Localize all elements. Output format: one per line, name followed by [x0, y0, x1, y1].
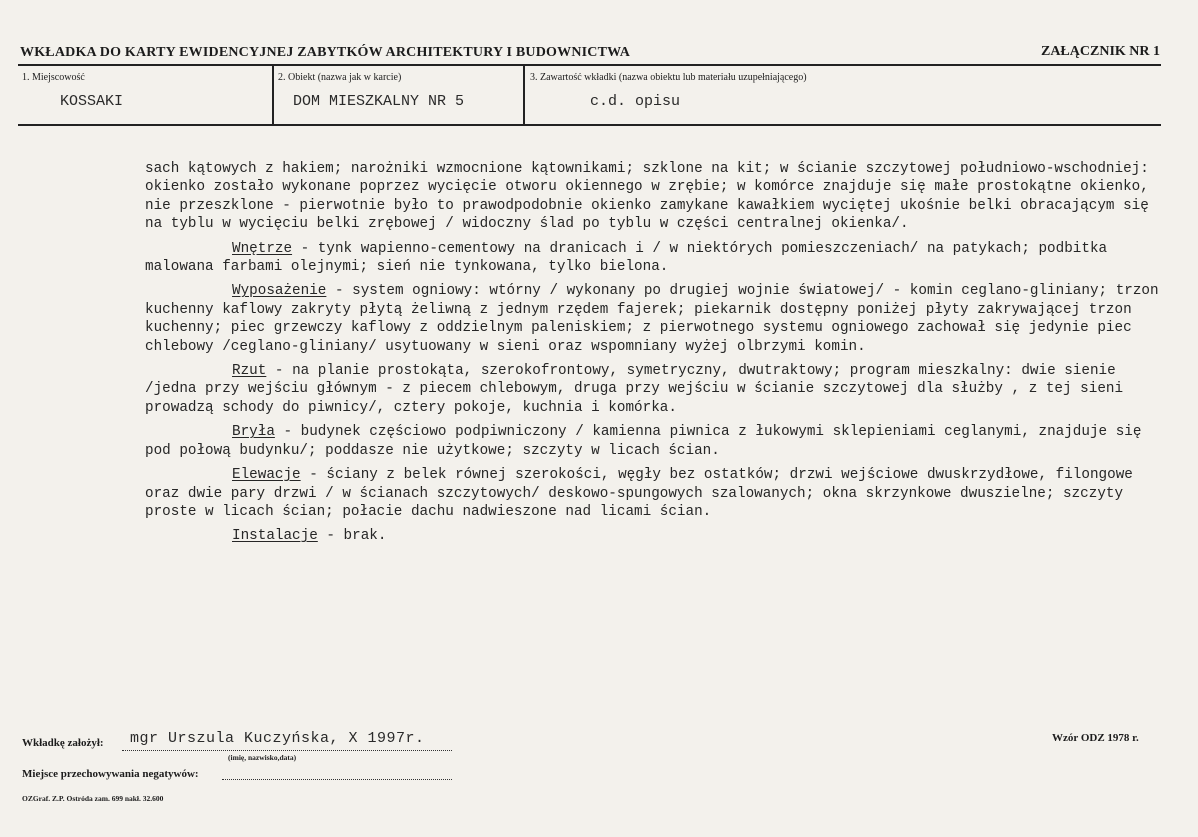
- section-interior: [145, 240, 1165, 277]
- section-text: - tynk wapienno-cementowy na dranicach i / w niektórych pomieszczeniach/ na patykach; podbitka malowana farbami olejnymi; sień nie tynkowana, tylko bielona.: [145, 240, 1116, 276]
- form-title: WKŁADKA DO KARTY EWIDENCYJNEJ ZABYTKÓW ARCHITEKTURY I BUDOWNICTWA: [20, 45, 631, 60]
- field-object-label: 2. Obiekt (nazwa jak w karcie): [278, 72, 402, 83]
- section-installations: [145, 527, 1165, 545]
- section-text: - budynek częściowo podpiwniczony / kamienna piwnica z łukowymi sklepieniami ceglanymi, znajduje się pod połową budynku/; poddasze nie użytkowe; szczyty w licach ścian.: [145, 424, 1151, 459]
- header-bottom-rule: [18, 124, 1161, 126]
- section-heading: Instalacje: [232, 528, 318, 545]
- print-note: OZGraf. Z.P. Ostróda zam. 699 nakł. 32.600: [22, 794, 164, 803]
- field-locality-label: 1. Miejscowość: [22, 72, 85, 83]
- section-plan: [145, 362, 1165, 417]
- section-heading: Rzut: [232, 363, 267, 380]
- description-body: [145, 160, 1168, 552]
- intro-paragraph: sach kątowych z hakiem; narożniki wzmocnione kątownikami; szklone na kit; w ścianie szczytowej południowo-wschodniej: okienko zostało wykonane poprzez wycięcie otworu okiennego w zrębie; w komórce znajduje się małe prostokątne okienko, nie przeszklone - pierwotnie było to prawodpodobnie okienko zamykane kawałkiem wyciętej ukośnie belki obracającym się na tyblu w wycięciu belki zrębowej / widoczny ślad po tyblu w części centralnej okienka/.: [145, 161, 1158, 233]
- column-divider-2: [523, 64, 525, 125]
- field-content-value: c.d. opisu: [590, 93, 681, 110]
- section-text: - ściany z belek równej szerokości, węgły bez ostatków; drzwi wejściowe dwuskrzydłowe, filongowe oraz dwie pary drzwi / w ścianach szczytowych/ deskowo-spungowych szalowanych; okna skrzynkowe dwuszielne; szczyty proste w licach ścian; połacie dachu nadwieszone nad licami ścian.: [145, 467, 1142, 520]
- column-divider-1: [272, 64, 274, 125]
- author-value: mgr Urszula Kuczyńska, X 1997r.: [130, 730, 425, 747]
- author-label: Wkładkę założył:: [22, 737, 104, 749]
- section-equipment: [145, 282, 1168, 356]
- section-heading: Elewacje: [232, 467, 301, 484]
- section-text: - system ogniowy: wtórny / wykonany po drugiej wojnie światowej/ - komin ceglano-gliniany; trzon kuchenny kaflowy zakryty płytą żeliwną z jednym rzędem fajerek; piekarnik dostępny poniżej płyty zakrywającej trzon kuchenny; piec grzewczy kaflowy z oddzielnym paleniskiem; z pierwotnego systemu ogniowego zachował się jedynie piec chlebowy /ceglano-gliniany/ usytuowany w sieni oraz wspomniany wyżej olbrzymi komin.: [145, 283, 1168, 355]
- header-top-rule: [18, 64, 1161, 66]
- form-code: Wzór ODZ 1978 r.: [1052, 732, 1139, 744]
- storage-label: Miejsce przechowywania negatywów:: [22, 768, 199, 780]
- section-heading: Bryła: [232, 424, 275, 441]
- field-content-label: 3. Zawartość wkładki (nazwa obiektu lub materiału uzupełniającego): [530, 72, 807, 83]
- section-text: - brak.: [317, 528, 387, 545]
- storage-dotted-line: [222, 778, 452, 780]
- field-object-value: DOM MIESZKALNY NR 5: [293, 93, 465, 110]
- field-locality-value: KOSSAKI: [60, 93, 124, 110]
- author-dotted-line: [122, 749, 452, 751]
- section-heading: Wyposażenie: [232, 283, 327, 300]
- section-text: - na planie prostokąta, szerokofrontowy, symetryczny, dwutraktowy; program mieszkalny: dwie sienie /jedna przy wejściu głównym - z piecem chlebowym, druga przy wejściu w ścianie szczytowej dla służby , z tej sieni prowadzą schody do piwnicy/, cztery pokoje, kuchnia i komórka.: [145, 363, 1132, 416]
- section-massing: [145, 423, 1165, 460]
- author-caption: (imię, nazwisko,data): [228, 753, 297, 762]
- section-heading: Wnętrze: [232, 240, 293, 257]
- annex-number: ZAŁĄCZNIK NR 1: [1040, 44, 1160, 59]
- section-elevations: [145, 466, 1165, 521]
